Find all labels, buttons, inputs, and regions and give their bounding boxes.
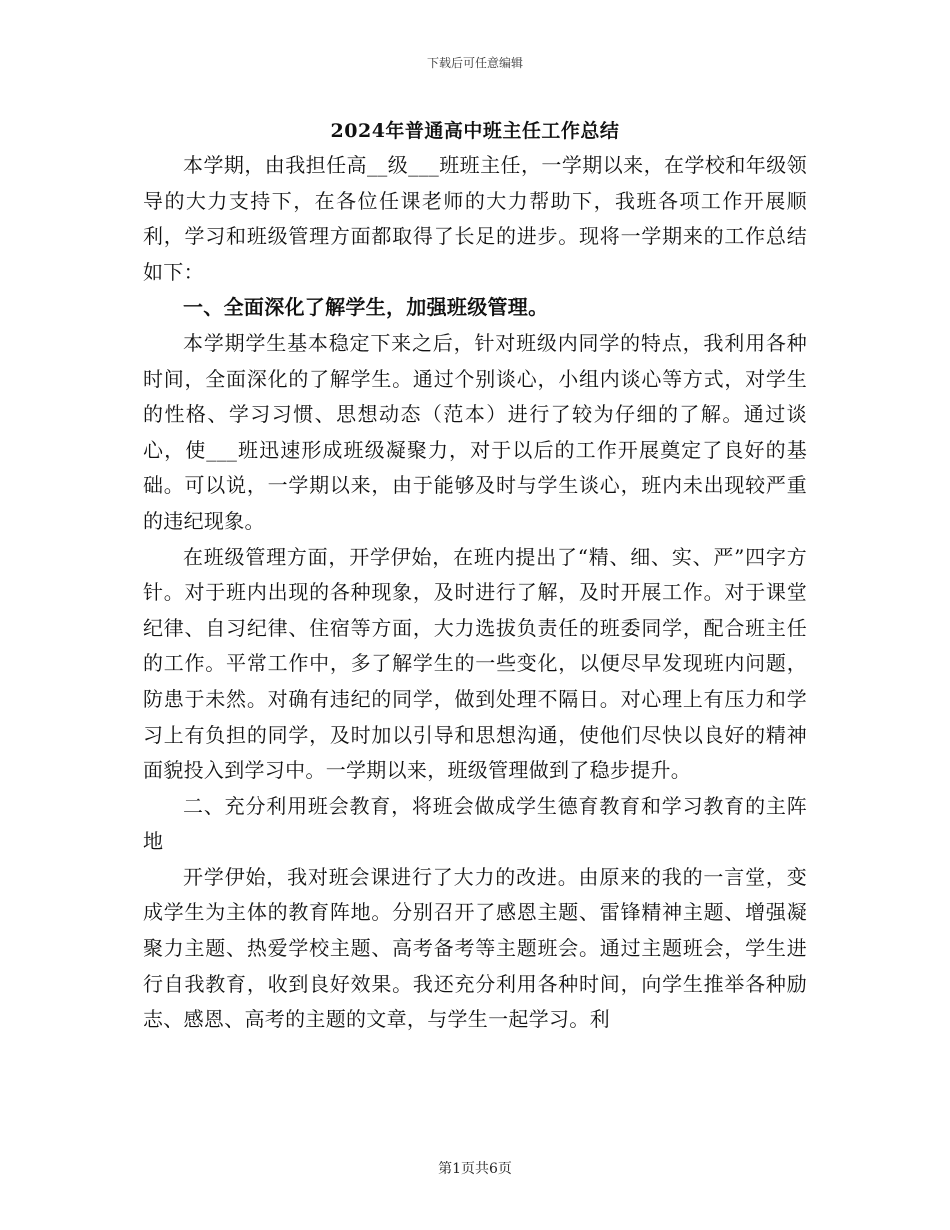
section-heading-2: 二、充分利用班会教育，将班会做成学生德育教育和学习教育的主阵地 [143,793,807,854]
paragraph-understanding-students: 本学期学生基本稳定下来之后，针对班级内同学的特点，我利用各种时间，全面深化的了解学生。通过个别谈心，小组内谈心等方式，对学生的性格、学习习惯、思想动态（范本）进行了较为仔细的了解。通过谈心，使___班迅速形成班级凝聚力，对于以后的工作开展奠定了良好的基础。可以说，一学期以来，由于能够及时与学生谈心，班内未出现较严重的违纪现象。 [143,330,807,533]
section-heading-1: 一、全面深化了解学生，加强班级管理。 [183,295,549,320]
paragraph-class-meetings: 开学伊始，我对班会课进行了大力的改进。由原来的我的一言堂，变成学生为主体的教育阵地。分别召开了感恩主题、雷锋精神主题、增强凝聚力主题、热爱学校主题、高考备考等主题班会。通过主题班会，学生进行自我教育，收到良好效果。我还充分利用各种时间，向学生推举各种励志、感恩、高考的主题的文章，与学生一起学习。利 [143,864,807,1032]
document-body [143,148,807,1038]
page-footer: 第1页共6页 [438,1161,512,1177]
paragraph-intro: 本学期，由我担任高__级___班班主任，一学期以来，在学校和年级领导的大力支持下，在各位任课老师的大力帮助下，我班各项工作开展顺利，学习和班级管理方面都取得了长足的进步。现将一学期来的工作总结如下： [143,153,807,284]
header-note: 下载后可任意编辑 [426,56,523,70]
document-title: 2024年普通高中班主任工作总结 [330,120,620,142]
paragraph-class-management: 在班级管理方面，开学伊始，在班内提出了“精、细、实、严”四字方针。对于班内出现的各种现象，及时进行了解，及时开展工作。对于课堂纪律、自习纪律、住宿等方面，大力选拔负责任的班委同学，配合班主任的工作。平常工作中，多了解学生的一些变化，以便尽早发现班内问题，防患于未然。对确有违纪的同学，做到处理不隔日。对心理上有压力和学习上有负担的同学，及时加以引导和思想沟通，使他们尽快以良好的精神面貌投入到学习中。一学期以来，班级管理做到了稳步提升。 [143,544,807,783]
